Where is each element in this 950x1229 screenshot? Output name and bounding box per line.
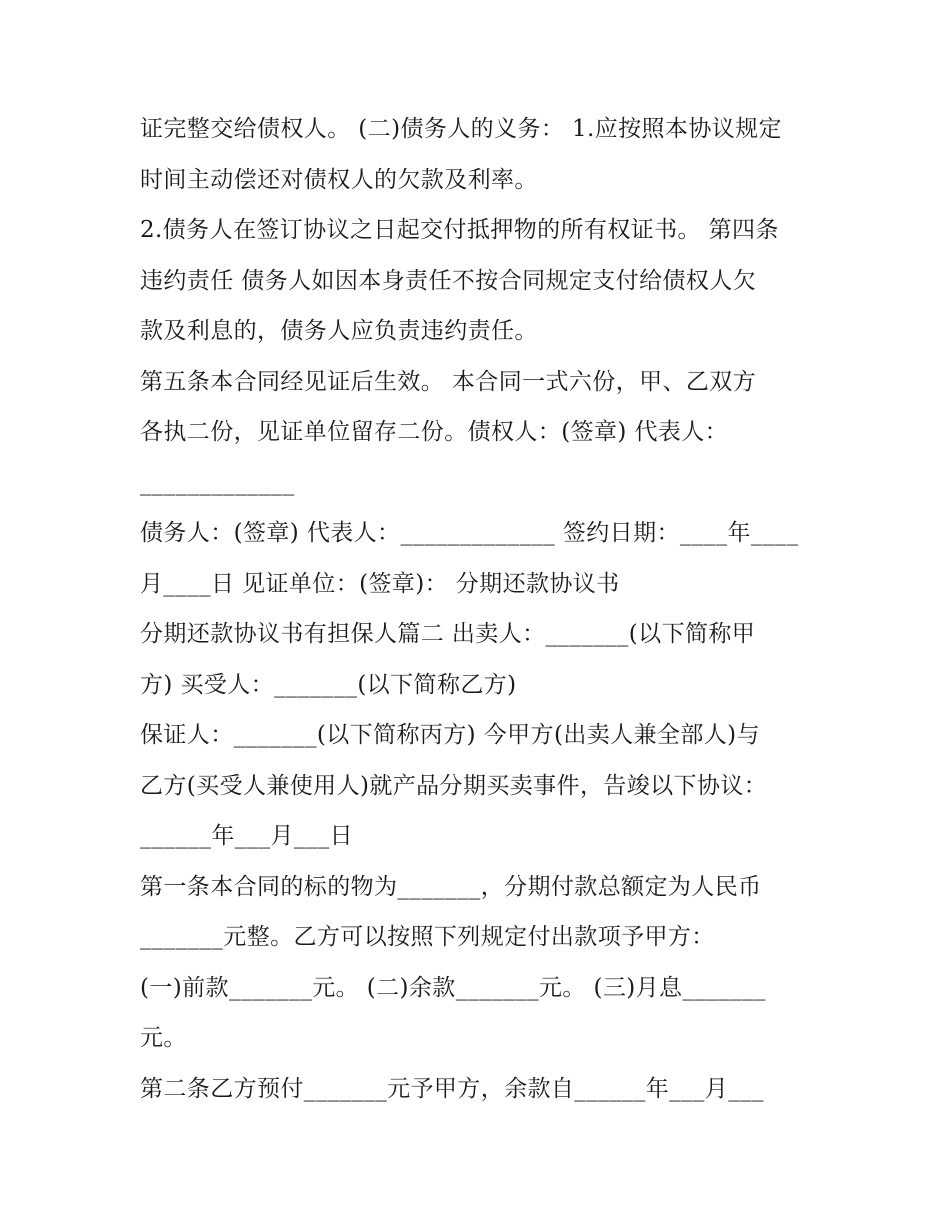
text-line: 元。 — [140, 1025, 187, 1051]
text-line: 2.债务人在签订协议之日起交付抵押物的所有权证书。 第四条 — [140, 217, 779, 243]
document-body — [140, 104, 820, 1114]
text-line: _______元整。乙方可以按照下列规定付出款项予甲方： — [140, 924, 715, 950]
text-line: (一)前款_______元。 (二)余款_______元。 (三)月息_______ — [140, 974, 766, 1001]
text-line: 第二条乙方预付_______元予甲方，余款自______年___月___ — [140, 1075, 764, 1102]
text-line: 各执二份，见证单位留存二份。债权人：(签章) 代表人： — [140, 419, 729, 445]
text-line: 债务人：(签章) 代表人：_____________ 签约日期：____年____ — [140, 520, 799, 546]
text-line: 违约责任 债务人如因本身责任不按合同规定支付给债权人欠 — [140, 267, 757, 294]
text-line: 乙方(买受人兼使用人)就产品分期买卖事件，告竣以下协议： — [140, 772, 768, 799]
text-line: 证完整交给债权人。 (二)债务人的义务： 1.应按照本协议规定 — [140, 116, 782, 142]
text-line: 保证人：_______(以下简称丙方) 今甲方(出卖人兼全部人)与 — [140, 722, 760, 748]
date-blank-line: ______年___月___日 — [140, 823, 353, 849]
text-line: 月____日 见证单位：(签章)： 分期还款协议书 — [140, 570, 620, 597]
text-line: 时间主动偿还对债权人的欠款及利率。 — [140, 166, 538, 193]
text-line: 款及利息的，债务人应负责违约责任。 — [140, 318, 538, 344]
signature-blank-line: _____________ — [140, 469, 295, 496]
text-line: 第一条本合同的标的物为_______，分期付款总额定为人民币 — [140, 873, 762, 900]
text-line: 方) 买受人：_______(以下简称乙方) — [140, 671, 517, 698]
text-line: 分期还款协议书有担保人篇二 出卖人：_______(以下简称甲 — [140, 621, 756, 647]
text-line: 第五条本合同经见证后生效。 本合同一式六份，甲、乙双方 — [140, 368, 757, 395]
